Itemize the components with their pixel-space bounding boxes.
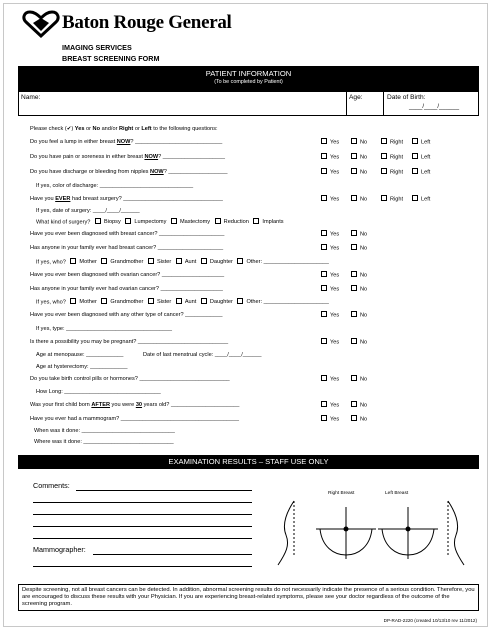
mammogram-where-field[interactable]: Where was it done: _____________________________	[34, 439, 174, 445]
right-breast-label: Right Breast	[328, 491, 355, 496]
form-title: BREAST SCREENING FORM	[62, 54, 160, 63]
relative-option[interactable]: Other: _____________________	[234, 259, 328, 265]
yes-checkbox[interactable]: Yes	[321, 312, 339, 318]
comments-line[interactable]	[33, 566, 252, 567]
divider	[346, 92, 347, 115]
last-menstrual-cycle-field[interactable]: Date of last menstrual cycle: ____/____/______	[143, 352, 262, 358]
yes-checkbox[interactable]: Yes	[321, 376, 339, 382]
surgery-kind-row: What kind of surgery? Biopsy Lumpectomy Mastectomy Reduction Implants	[36, 219, 284, 226]
exam-results-bar: EXAMINATION RESULTS – STAFF USE ONLY	[18, 455, 479, 469]
divider	[383, 92, 384, 115]
department-name: IMAGING SERVICES	[62, 43, 132, 52]
how-long-field[interactable]: How Long: _______________________________	[36, 389, 161, 395]
breast-diagram-icon[interactable]	[272, 497, 472, 569]
no-checkbox[interactable]: No	[351, 272, 367, 278]
relatives-row: If yes, who? Mother Grandmother Sister Aunt Daughter Other: _____________________	[36, 299, 329, 306]
yes-checkbox[interactable]: Yes	[321, 154, 339, 160]
patient-info-subtitle: (To be completed by Patient)	[214, 79, 283, 85]
relative-option[interactable]: Mother	[67, 259, 96, 265]
yes-checkbox[interactable]: Yes	[321, 245, 339, 251]
disclaimer-box: Despite screening, not all breast cancers can be detected. In addition, abnormal screening results do not necessarily indicate the presence of a serious condition. Therefore, you are encouraged to discuss these results with your Physician. If you are experiencing breast-related symptoms, please see your doctor regardless of the outcome of the screening program.	[18, 584, 479, 611]
question-surgery: Have you EVER had breast surgery? ________________________________	[30, 196, 223, 202]
question-birth-control: Do you take birth control pills or hormones? _____________________________	[30, 376, 230, 382]
question-other-cancer: Have you ever been diagnosed with any other type of cancer? ____________	[30, 312, 223, 318]
name-field[interactable]: Name:	[21, 94, 41, 101]
yes-checkbox[interactable]: Yes	[321, 231, 339, 237]
no-checkbox[interactable]: No	[351, 339, 367, 345]
question-discharge: Do you have discharge or bleeding from nipples NOW? ___________________	[30, 169, 228, 175]
dob-blank[interactable]: ____/____/______	[409, 104, 460, 110]
relative-option[interactable]: Aunt	[173, 259, 197, 265]
right-checkbox[interactable]: Right	[381, 169, 403, 175]
no-checkbox[interactable]: No	[351, 231, 367, 237]
yes-checkbox[interactable]: Yes	[321, 196, 339, 202]
age-field[interactable]: Age:	[349, 94, 363, 101]
left-checkbox[interactable]: Left	[412, 139, 430, 145]
surgery-option[interactable]: Biopsy	[92, 219, 121, 225]
right-checkbox[interactable]: Right	[381, 196, 403, 202]
relative-option[interactable]: Sister	[145, 299, 171, 305]
question-family-ovarian-cancer: Has anyone in your family ever had ovarian cancer? ____________________	[30, 286, 223, 292]
question-pain: Do you have pain or soreness in either breast NOW? ____________________	[30, 154, 225, 160]
no-checkbox[interactable]: No	[351, 169, 367, 175]
relative-option[interactable]: Sister	[145, 259, 171, 265]
question-pregnant: Is there a possibility you may be pregnant? _____________________________	[30, 339, 229, 345]
comments-line[interactable]	[33, 502, 252, 503]
no-checkbox[interactable]: No	[351, 139, 367, 145]
no-checkbox[interactable]: No	[351, 312, 367, 318]
question-breast-cancer: Have you ever been diagnosed with breast cancer? _____________________	[30, 231, 225, 237]
surgery-option[interactable]: Lumpectomy	[122, 219, 166, 225]
discharge-color-field[interactable]: If yes, color of discharge: ______________________________	[36, 183, 194, 189]
relatives-row: If yes, who? Mother Grandmother Sister Aunt Daughter Other: _____________________	[36, 259, 329, 266]
left-breast-label: Left Breast	[385, 491, 409, 496]
relative-option[interactable]: Aunt	[173, 299, 197, 305]
relative-option[interactable]: Mother	[67, 299, 96, 305]
no-checkbox[interactable]: No	[351, 402, 367, 408]
left-checkbox[interactable]: Left	[412, 196, 430, 202]
yes-checkbox[interactable]: Yes	[321, 272, 339, 278]
yes-checkbox[interactable]: Yes	[321, 169, 339, 175]
question-lump: Do you feel a lump in either breast NOW? ____________________________	[30, 139, 223, 145]
mammographer-line[interactable]	[93, 554, 252, 555]
left-checkbox[interactable]: Left	[412, 154, 430, 160]
patient-id-row	[18, 91, 479, 116]
comments-label: Comments:	[33, 481, 70, 490]
surgery-option[interactable]: Implants	[250, 219, 283, 225]
org-name: Baton Rouge General	[62, 12, 232, 33]
surgery-date-field[interactable]: If yes, date of surgery: ____/____/______	[36, 208, 140, 214]
dob-field[interactable]: Date of Birth:	[387, 94, 426, 101]
right-checkbox[interactable]: Right	[381, 154, 403, 160]
no-checkbox[interactable]: No	[351, 154, 367, 160]
hysterectomy-age-field[interactable]: Age at hysterectomy: ____________	[36, 364, 128, 370]
comments-line[interactable]	[33, 514, 252, 515]
relative-option[interactable]: Grandmother	[98, 299, 143, 305]
yes-checkbox[interactable]: Yes	[321, 339, 339, 345]
comments-line[interactable]	[33, 538, 252, 539]
question-ovarian-cancer: Have you ever been diagnosed with ovarian cancer? ____________________	[30, 272, 225, 278]
yes-checkbox[interactable]: Yes	[321, 139, 339, 145]
instructions: Please check (✔) Yes or No and/or Right or Left to the following questions:	[30, 126, 218, 132]
no-checkbox[interactable]: No	[351, 245, 367, 251]
surgery-option[interactable]: Mastectomy	[168, 219, 210, 225]
question-family-breast-cancer: Has anyone in your family ever had breast cancer? _____________________	[30, 245, 224, 251]
no-checkbox[interactable]: No	[351, 286, 367, 292]
left-checkbox[interactable]: Left	[412, 169, 430, 175]
comments-line[interactable]	[33, 526, 252, 527]
right-checkbox[interactable]: Right	[381, 139, 403, 145]
patient-info-title: PATIENT INFORMATION	[205, 69, 292, 78]
mammogram-when-field[interactable]: When was it done: ______________________________	[34, 428, 175, 434]
relative-option[interactable]: Daughter	[198, 299, 233, 305]
yes-checkbox[interactable]: Yes	[321, 416, 339, 422]
form-code: DP-RAD-2220 (created 10/13/10 rev 11/2012)	[383, 618, 477, 623]
relative-option[interactable]: Grandmother	[98, 259, 143, 265]
comments-line[interactable]	[76, 490, 252, 491]
menopause-age-field[interactable]: Age at menopause: ____________	[36, 352, 124, 358]
mammographer-label: Mammographer:	[33, 545, 86, 554]
question-first-child: Was your first child born AFTER you were 30 years old? ______________________	[30, 402, 240, 408]
yes-checkbox[interactable]: Yes	[321, 402, 339, 408]
relative-option[interactable]: Daughter	[198, 259, 233, 265]
no-checkbox[interactable]: No	[351, 376, 367, 382]
cancer-type-field[interactable]: If yes, type: __________________________________	[36, 326, 172, 332]
brg-heart-logo-icon	[22, 9, 60, 39]
yes-checkbox[interactable]: Yes	[321, 286, 339, 292]
relative-option[interactable]: Other: _____________________	[234, 299, 328, 305]
patient-info-bar	[18, 66, 479, 91]
question-mammogram: Have you ever had a mammogram? ______________________________________	[30, 416, 240, 422]
no-checkbox[interactable]: No	[351, 416, 367, 422]
no-checkbox[interactable]: No	[351, 196, 367, 202]
surgery-option[interactable]: Reduction	[212, 219, 249, 225]
